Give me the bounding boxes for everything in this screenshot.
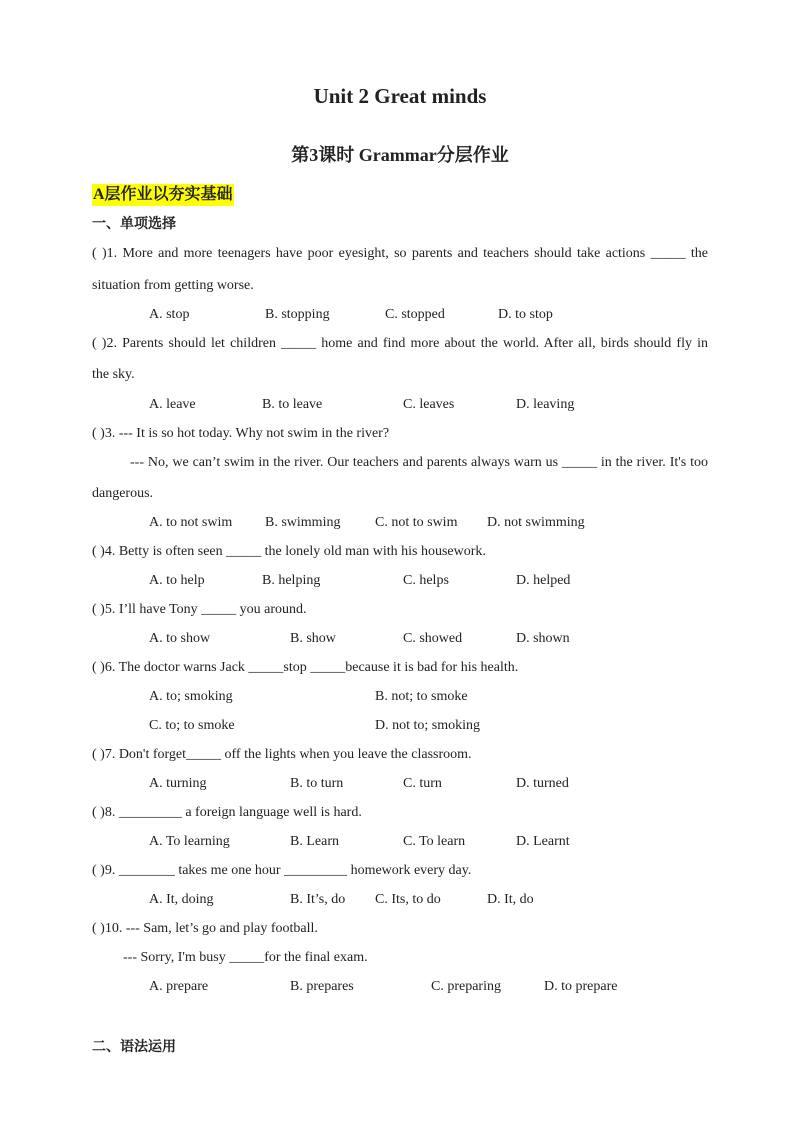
question-5-option-a: A. to show — [149, 631, 211, 646]
question-10-option-b: B. prepares — [290, 979, 354, 994]
question-3-line-1: ( )3. --- It is so hot today. Why not swim in the river? — [92, 426, 390, 441]
question-4-option-a: A. to help — [149, 573, 205, 588]
question-1-option-b: B. stopping — [265, 307, 330, 322]
document-title: Unit 2 Great minds — [313, 84, 487, 108]
question-2-option-c: C. leaves — [403, 397, 455, 412]
question-1-option-a: A. stop — [149, 307, 190, 322]
question-3-option-d: D. not swimming — [487, 515, 585, 530]
question-2-line-2: the sky. — [92, 367, 135, 382]
question-9-option-b: B. It’s, do — [290, 892, 346, 907]
part1-heading: 一、单项选择 — [92, 217, 176, 232]
question-7-option-d: D. turned — [516, 776, 569, 791]
question-7-option-a: A. turning — [149, 776, 207, 791]
question-8-line-1: ( )8. _________ a foreign language well is hard. — [92, 805, 362, 820]
question-6-option-d: D. not to; smoking — [375, 718, 481, 733]
question-10-option-c: C. preparing — [431, 979, 501, 994]
question-1-option-d: D. to stop — [498, 307, 553, 322]
question-6-line-1: ( )6. The doctor warns Jack _____stop _____because it is bad for his health. — [92, 660, 519, 675]
question-7-line-1: ( )7. Don't forget_____ off the lights when you leave the classroom. — [92, 747, 472, 762]
question-7-option-c: C. turn — [403, 776, 442, 791]
question-10-option-a: A. prepare — [149, 979, 209, 994]
question-4-line-1: ( )4. Betty is often seen _____ the lonely old man with his housework. — [92, 544, 486, 559]
section-a-heading: A层作业以夯实基础 — [92, 184, 234, 206]
question-6-option-b: B. not; to smoke — [375, 689, 468, 704]
question-7-option-b: B. to turn — [290, 776, 344, 791]
question-4-option-d: D. helped — [516, 573, 571, 588]
document-subtitle: 第3课时 Grammar分层作业 — [291, 145, 509, 165]
question-5-option-c: C. showed — [403, 631, 463, 646]
question-9-line-1: ( )9. ________ takes me one hour _________ homework every day. — [92, 863, 472, 878]
question-3-option-b: B. swimming — [265, 515, 341, 530]
question-9-option-a: A. It, doing — [149, 892, 214, 907]
question-8-option-d: D. Learnt — [516, 834, 570, 849]
question-5-option-d: D. shown — [516, 631, 570, 646]
question-9-option-c: C. Its, to do — [375, 892, 441, 907]
question-4-option-b: B. helping — [262, 573, 321, 588]
question-10-line-2: --- Sorry, I'm busy _____for the final exam. — [123, 950, 368, 965]
question-2-option-b: B. to leave — [262, 397, 323, 412]
question-2-option-d: D. leaving — [516, 397, 575, 412]
question-2-line-1: ( )2. Parents should let children _____ home and find more about the world. After all, birds should fly in — [92, 336, 708, 351]
question-10-line-1: ( )10. --- Sam, let’s go and play football. — [92, 921, 318, 936]
question-6-option-a: A. to; smoking — [149, 689, 233, 704]
question-2-option-a: A. leave — [149, 397, 196, 412]
question-9-option-d: D. It, do — [487, 892, 534, 907]
question-5-line-1: ( )5. I’ll have Tony _____ you around. — [92, 602, 307, 617]
question-3-option-a: A. to not swim — [149, 515, 233, 530]
question-1-line-1: ( )1. More and more teenagers have poor eyesight, so parents and teachers should take actions _____ the — [92, 246, 708, 261]
question-8-option-b: B. Learn — [290, 834, 339, 849]
question-10-option-d: D. to prepare — [544, 979, 618, 994]
question-3-option-c: C. not to swim — [375, 515, 458, 530]
question-5-option-b: B. show — [290, 631, 336, 646]
question-3-line-2: --- No, we can’t swim in the river. Our teachers and parents always warn us _____ in the river. It's too — [130, 455, 708, 470]
part2-heading: 二、语法运用 — [92, 1040, 176, 1055]
question-4-option-c: C. helps — [403, 573, 449, 588]
question-6-option-c: C. to; to smoke — [149, 718, 235, 733]
question-8-option-c: C. To learn — [403, 834, 466, 849]
question-3-line-3: dangerous. — [92, 486, 154, 501]
question-8-option-a: A. To learning — [149, 834, 230, 849]
question-1-option-c: C. stopped — [385, 307, 445, 322]
question-1-line-2: situation from getting worse. — [92, 278, 254, 293]
